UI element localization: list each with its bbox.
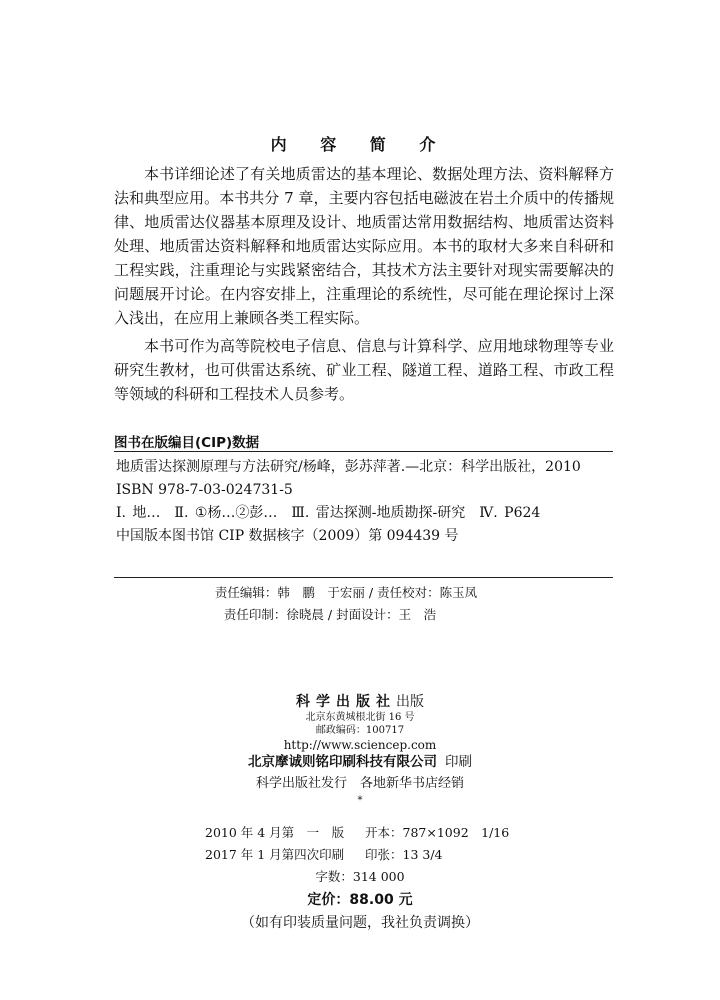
cip-heading: 图书在版编目(CIP)数据 [114,435,260,451]
distribution-line: 科学出版社发行 各地新华书店经销 [255,776,464,791]
credits [0,582,720,626]
page-title: 内 容 简 介 [270,135,450,154]
printer-suffix: 印刷 [445,754,472,770]
publisher-line [0,694,720,711]
printing: 2017 年 1 月第四次印刷 [205,847,345,862]
abstract-paragraph: 本书可作为高等院校电子信息、信息与计算科学、应用地球物理等专业研究生教材，也可供雷达系统、矿业工程、隧道工程、道路工程、市政工程等领域的科研和工程技术人员参考。 [114,337,614,403]
print-credit: 责任印制：徐晓晨 / 封面设计：王 浩 [223,607,437,622]
specs-row-printing [0,844,720,866]
price: 定价：88.00 元 [307,892,413,908]
editor-credit: 责任编辑：韩 鹏 于宏丽 / 责任校对：陈玉凤 [214,585,478,600]
abstract-paragraph: 本书详细论述了有关地质雷达的基本理论、数据处理方法、资料解释方法和典型应用。本书共分 7 章，主要内容包括电磁波在岩土介质中的传播规律、地质雷达仪器基本原理及设计、地质雷达常用数据结构、地质雷达资料处理、地质雷达资料解释和地质雷达实际应用。本书的取材大多来自科研和工程实践，注重理论与实践紧密结合，其技术方法主要针对现实需要解决的问题展开讨论。在内容安排上，注重理论的系统性，尽可能在理论探讨上深入浅出，在应用上兼顾各类工程实际。 [114,165,614,327]
publisher-logo-text: 科学出版社 [296,694,396,710]
cip-bottom-rule [114,577,613,578]
word-count: 字数：314 000 [315,869,405,884]
printer-name: 北京摩诚则铭印刷科技有限公司 [248,754,437,770]
edition: 2010 年 4 月第 一 版 [205,825,345,840]
publisher-postcode: 邮政编码：100717 [315,725,405,736]
quality-note: （如有印装质量问题，我社负责调换） [241,915,479,931]
printer-line [0,754,720,771]
publisher-address: 北京东黄城根北街 16 号 [305,712,415,723]
format: 开本：787×1092 1/16 [365,825,510,840]
cip-isbn: ISBN 978-7-03-024731-5 [116,482,293,498]
cip-top-rule [114,451,613,452]
specs [0,822,720,934]
sheets: 印张：13 3/4 [365,847,443,862]
cip-approval: 中国版本图书馆 CIP 数据核字（2009）第 094439 号 [116,528,459,544]
abstract-section [114,162,614,410]
imprint [0,694,720,808]
cip-title-line: 地质雷达探测原理与方法研究/杨峰，彭苏萍著.—北京：科学出版社，2010 [116,459,581,475]
cip-classification: Ⅰ. 地… Ⅱ. ①杨…②彭… Ⅲ. 雷达探测-地质勘探-研究 Ⅳ. P624 [116,505,541,521]
specs-row-edition [0,822,720,844]
publisher-url: http://www.sciencep.com [283,738,437,752]
cip-record [116,456,614,548]
publisher-suffix: 出版 [396,694,424,710]
separator-star: * [357,795,363,806]
